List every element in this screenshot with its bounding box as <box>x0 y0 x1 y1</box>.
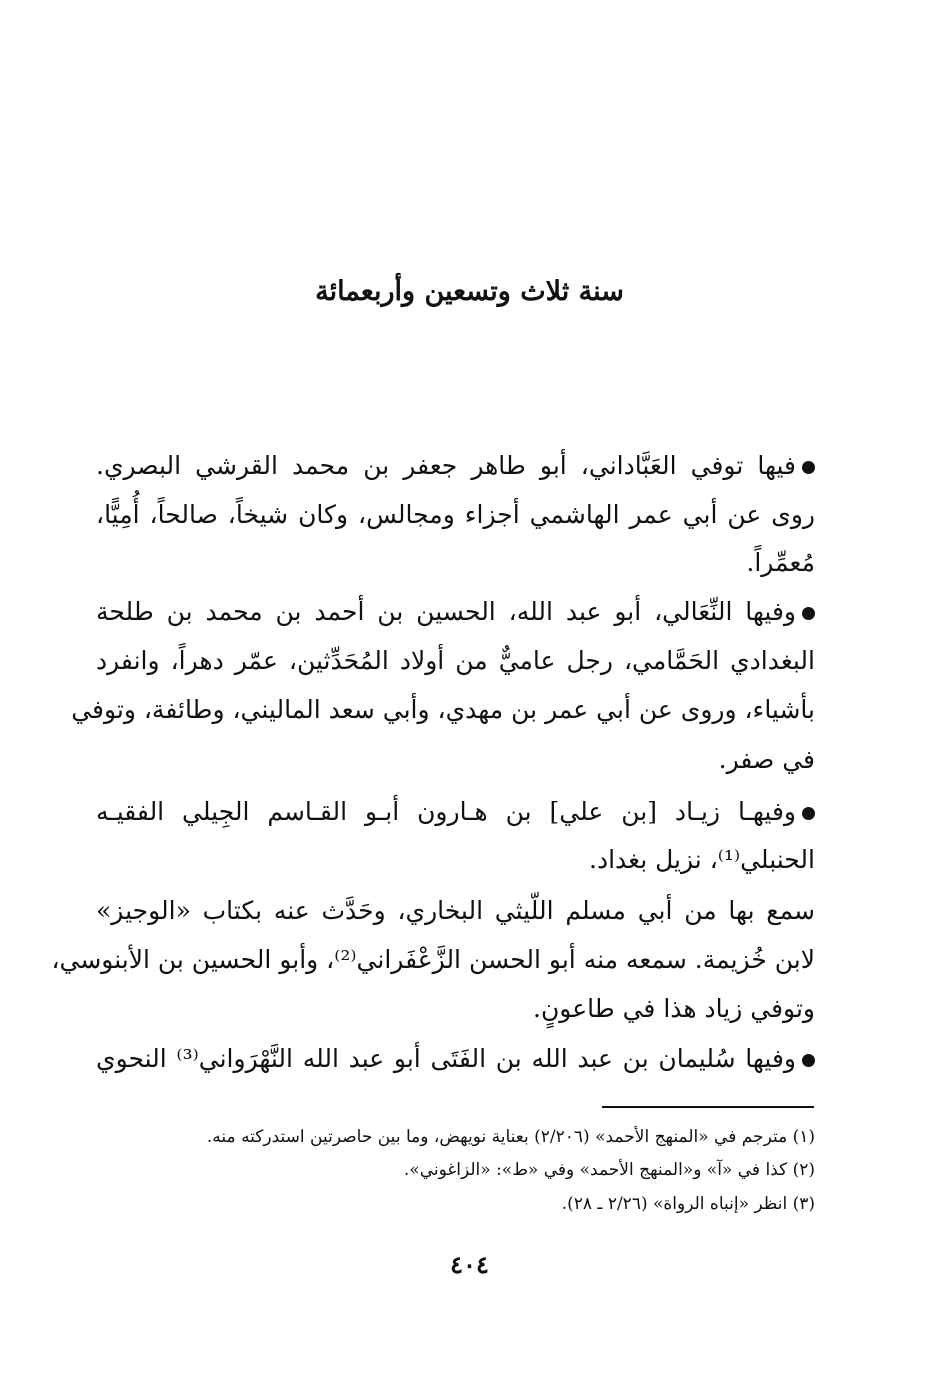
text-line-content: وفيهـا زيـاد [بن علي] بن هـارون أبـو القـاسم الجِيلي الفقيـه <box>96 797 796 826</box>
text-line: لابن خُزيمة. سمعه منه أبو الحسن الزَّعْفَراني⁽²⁾، وأبو الحسين بن الأبنوسي، <box>51 945 815 974</box>
text-line: سمع بها من أبي مسلم اللّيثي البخاري، وحَدَّث عنه بكتاب «الوجيز» <box>96 896 815 925</box>
footnote-divider <box>602 1106 814 1108</box>
footnote: (٢) كذا في «آ» و«المنهج الأحمد» وفي «ط»: «الزاغوني». <box>403 1160 815 1180</box>
text-line-content: فيها توفي العَبَّاداني، أبو طاهر جعفر بن محمد القرشي البصري. <box>96 451 796 480</box>
text-line: في صفر. <box>718 745 815 774</box>
section-title: سنة ثلاث وتسعين وأربعمائة <box>315 276 624 307</box>
bullet-icon <box>802 807 815 820</box>
text-line <box>96 1041 815 1077</box>
text-line: وتوفي زياد هذا في طاعونٍ. <box>533 994 815 1023</box>
text-line <box>96 594 815 630</box>
text-line-content: وفيها سُليمان بن عبد الله بن الفَتَى أبو عبد الله النَّهْرَواني⁽³⁾ النحوي <box>96 1044 796 1073</box>
text-line-content: وفيها النِّعَالي، أبو عبد الله، الحسين بن أحمد بن محمد بن طلحة <box>96 597 796 626</box>
page-number: ٤٠٤ <box>450 1250 489 1279</box>
footnote: (٣) انظر «إنباه الرواة» (٢/٢٦ ـ ٢٨). <box>561 1194 815 1214</box>
text-line: بأشياء، وروى عن أبي عمر بن مهدي، وأبي سعد الماليني، وطائفة، وتوفي <box>71 695 815 724</box>
text-line <box>96 794 815 830</box>
text-line: مُعمِّراً. <box>746 548 815 577</box>
bullet-icon <box>802 607 815 620</box>
bullet-icon <box>802 461 815 474</box>
footnote: (١) مترجم في «المنهج الأحمد» (٢/٢٠٦) بعناية نويهض، وما بين حاصرتين استدركته منه. <box>206 1127 815 1147</box>
text-line: روى عن أبي عمر الهاشمي أجزاء ومجالس، وكان شيخاً، صالحاً، أُمِيًّا، <box>96 500 815 529</box>
text-line: البغدادي الحَمَّامي، رجل عاميٌّ من أولاد المُحَدِّثين، عمّر دهراً، وانفرد <box>96 646 815 675</box>
text-line <box>96 448 815 484</box>
bullet-icon <box>802 1054 815 1067</box>
text-line: الحنبلي⁽¹⁾، نزيل بغداد. <box>589 845 815 874</box>
